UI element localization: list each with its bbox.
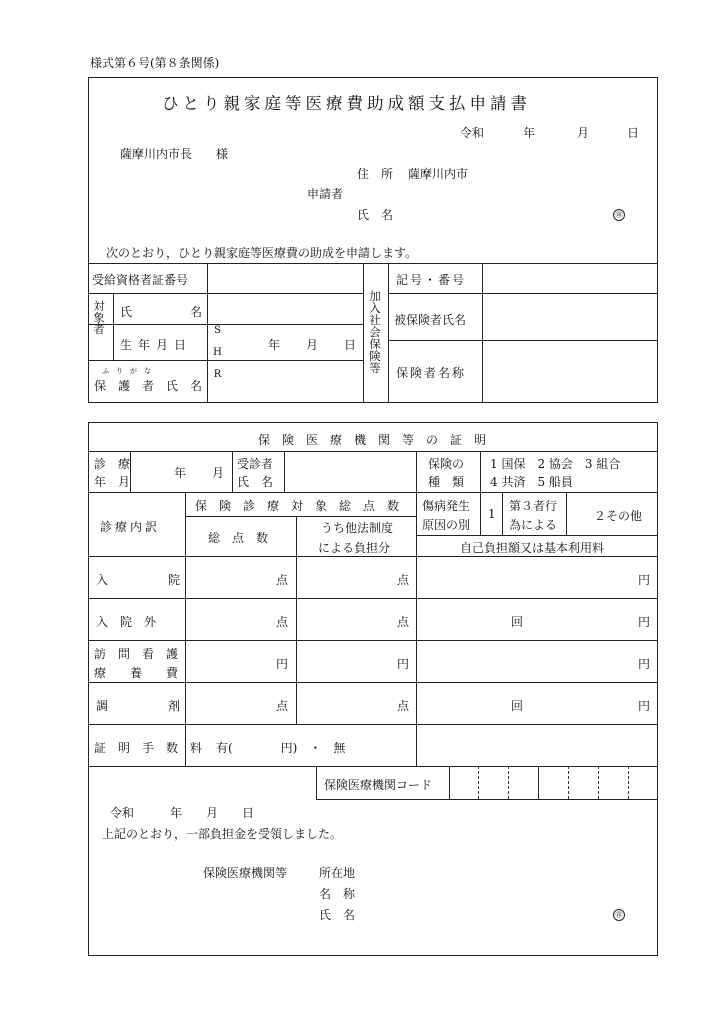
address-label: 住 所 <box>357 167 394 181</box>
insurer-name-field[interactable] <box>483 341 657 402</box>
row-nursing-label-1: 訪 問 看 護 <box>94 647 179 661</box>
row-outpatient-total-unit[interactable]: 点 <box>276 615 289 629</box>
patient-label-2: 氏 名 <box>237 475 274 489</box>
row-inpatient-self-pay-unit[interactable]: 円 <box>638 573 651 587</box>
patient-name-field[interactable] <box>285 452 415 492</box>
row-outpatient-label: 入 院 外 <box>96 615 157 629</box>
target-label: 対象者 <box>92 300 106 335</box>
certificate-fee-label: 証 明 手 数 料 <box>94 741 203 755</box>
row-dispensing-total-unit[interactable]: 点 <box>276 699 289 713</box>
era-marks: S H R <box>212 325 223 380</box>
certification-header: 保 険 医 療 機 関 等 の 証 明 <box>258 433 487 447</box>
target-name-field[interactable] <box>208 294 363 324</box>
org-name-label: 名 称 <box>319 887 356 901</box>
other-law-label-2: による負担分 <box>318 541 391 555</box>
insurance-types-1[interactable]: 1 国保 2 協会 3 組合 <box>490 457 621 471</box>
symbol-number-field[interactable] <box>483 264 657 293</box>
birth-date-label: 生年月日 <box>120 338 193 352</box>
seal-mark: ㊞ <box>613 209 625 221</box>
guardian-name-label: 保 護 者 氏 名 <box>94 379 203 393</box>
row-dispensing-self-pay-unit[interactable]: 円 <box>638 699 651 713</box>
row-dispensing-visits-unit[interactable]: 回 <box>511 699 524 713</box>
third-party-label-2[interactable]: 為による <box>509 518 558 532</box>
insurance-types-2[interactable]: 4 共済 5 船員 <box>490 475 573 489</box>
cause-label-1: 傷病発生 <box>422 499 471 513</box>
location-label: 所在地 <box>319 866 356 880</box>
birth-day: 日 <box>344 338 357 352</box>
other-law-label-1: うち他法制度 <box>321 521 394 535</box>
row-outpatient-other-unit[interactable]: 点 <box>397 615 410 629</box>
insured-name-label: 被保険者氏名 <box>394 313 467 327</box>
row-nursing-label-2: 療 養 費 <box>94 666 179 680</box>
self-pay-header: 自己負担額又は基本利用料 <box>460 541 605 555</box>
target-name-label-2: 名 <box>190 305 203 319</box>
consult-month-label-2: 年 月 <box>94 475 131 489</box>
date-month: 月 <box>577 126 590 140</box>
form-title: ひとり親家庭等医療費助成額支払申請書 <box>162 94 531 113</box>
date-day: 日 <box>627 126 640 140</box>
treatment-detail-label: 診療内訳 <box>100 520 161 534</box>
target-name-label-1: 氏 <box>120 305 133 319</box>
cert-number-field[interactable] <box>208 264 363 293</box>
row-nursing-self-pay-unit[interactable]: 円 <box>638 657 651 671</box>
date-year: 年 <box>523 126 536 140</box>
application-statement: 次のとおり，ひとり親家庭等医療費の助成を申請します。 <box>106 246 418 260</box>
receipt-name-label: 氏 名 <box>319 908 356 922</box>
symbol-number-label: 記号・番号 <box>396 273 467 287</box>
address-value[interactable]: 薩摩川内市 <box>408 167 469 181</box>
date-era: 令和 <box>460 126 485 140</box>
insurer-name-label: 保険者名称 <box>396 366 467 380</box>
certificate-fee-value[interactable]: 有( 円) ・ 無 <box>216 741 346 755</box>
other-cause-label[interactable]: ２その他 <box>594 509 643 523</box>
row-outpatient-visits-unit[interactable]: 回 <box>511 615 524 629</box>
institution-label: 保険医療機関等 <box>203 866 288 880</box>
guardian-ruby: ふ り が な <box>102 367 151 375</box>
points-header: 保 険 診 療 対 象 総 点 数 <box>195 499 400 513</box>
total-points-label: 総 点 数 <box>208 531 269 545</box>
birth-year: 年 <box>268 338 281 352</box>
social-insurance-label: 加入社会保険等 <box>368 290 382 374</box>
birth-month: 月 <box>306 338 319 352</box>
cert-number-label: 受給資格者証番号 <box>92 273 189 287</box>
consult-month-label-1: 診 療 <box>94 457 131 471</box>
institution-code-label: 保険医療機関コード <box>324 778 433 792</box>
row-nursing-other-unit[interactable]: 円 <box>397 657 410 671</box>
row-inpatient-label: 入 院 <box>96 573 181 587</box>
third-party-label-1[interactable]: 第３者行 <box>509 499 558 513</box>
row-dispensing-label: 調 剤 <box>96 699 181 713</box>
row-dispensing-other-unit[interactable]: 点 <box>397 699 410 713</box>
form-number: 様式第６号(第８条関係) <box>90 56 220 70</box>
applicant-name-label: 氏 名 <box>357 208 394 222</box>
applicant-role: 申請者 <box>307 187 344 201</box>
consult-month: 月 <box>212 466 225 480</box>
cause-number[interactable]: 1 <box>488 507 496 521</box>
row-inpatient-total-unit[interactable]: 点 <box>276 573 289 587</box>
consult-year: 年 <box>174 466 187 480</box>
insured-name-field[interactable] <box>483 294 657 340</box>
receipt-date: 令和 年 月 日 <box>110 806 255 820</box>
insurance-type-label-2: 種 類 <box>428 475 465 489</box>
guardian-name-field[interactable] <box>208 361 363 403</box>
row-inpatient-other-unit[interactable]: 点 <box>397 573 410 587</box>
institution-code-field[interactable] <box>450 767 657 798</box>
receipt-seal-mark: ㊞ <box>613 909 625 921</box>
receipt-statement: 上記のとおり，一部負担金を受領しました。 <box>102 827 343 841</box>
insurance-type-label-1: 保険の <box>428 457 465 471</box>
patient-label-1: 受診者 <box>237 457 274 471</box>
cause-label-2: 原因の別 <box>422 518 471 532</box>
row-outpatient-self-pay-unit[interactable]: 円 <box>638 615 651 629</box>
addressee: 薩摩川内市長 様 <box>120 147 229 161</box>
row-nursing-total-unit[interactable]: 円 <box>276 657 289 671</box>
